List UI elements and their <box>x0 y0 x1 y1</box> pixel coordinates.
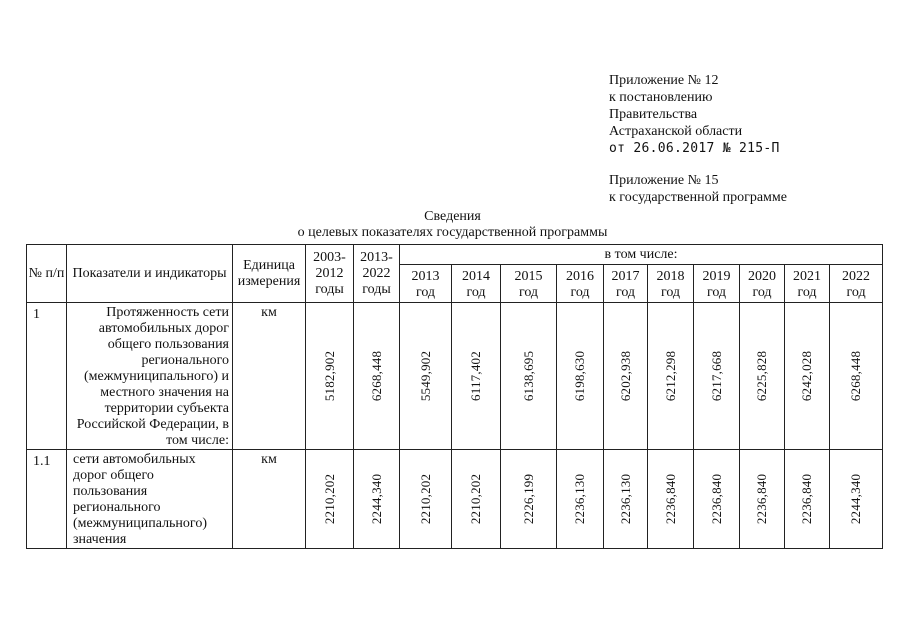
value-text: 6268,448 <box>848 350 864 402</box>
value-text: 6138,695 <box>520 350 536 402</box>
value-text: 2210,202 <box>321 473 337 525</box>
value-text: 6217,668 <box>708 350 724 402</box>
header-unit: Единица измерения <box>233 245 306 303</box>
header-year-2018 <box>648 265 694 303</box>
value-cell <box>604 303 648 450</box>
document-subtitle: о целевых показателях государственной программы <box>297 225 608 240</box>
header-year-2020 <box>740 265 785 303</box>
value-cell <box>306 303 354 450</box>
value-cell <box>785 303 830 450</box>
value-cell <box>604 450 648 549</box>
header-year-2014 <box>452 265 501 303</box>
value-text: 6202,938 <box>617 350 633 402</box>
value-text: 6198,630 <box>572 350 587 402</box>
header-year-unit: год <box>846 285 866 300</box>
header-year-label: 2013 <box>411 269 440 284</box>
annex-line: Приложение № 15 <box>609 173 719 188</box>
value-text: 2210,202 <box>468 473 483 525</box>
annex-line: к постановлению <box>609 90 713 105</box>
header-year-2015 <box>501 265 557 303</box>
header-year-unit: год <box>615 285 636 300</box>
value-cell <box>830 450 883 549</box>
header-year-unit: год <box>518 285 539 300</box>
header-year-label: 2016 <box>566 269 594 284</box>
header-year-2016 <box>557 265 604 303</box>
value-cell <box>400 303 452 450</box>
header-year-2017 <box>604 265 648 303</box>
value-text: 6268,448 <box>368 350 384 402</box>
value-cell <box>785 450 830 549</box>
value-cell <box>830 303 883 450</box>
row-indicator: Протяженность сети автомобильных дорог общего пользования регионального (межмуниципального) и местного значения на территории субъекта Российской Федерации, в том числе: <box>67 303 233 450</box>
header-year-unit: год <box>415 285 436 300</box>
value-cell <box>354 303 400 450</box>
row-number: 1.1 <box>27 450 67 549</box>
row-unit: км <box>233 303 306 450</box>
value-cell <box>501 303 557 450</box>
row-unit: км <box>233 450 306 549</box>
header-including: в том числе: <box>400 245 883 265</box>
value-cell <box>501 450 557 549</box>
header-year-unit: год <box>797 285 817 300</box>
value-cell <box>557 303 604 450</box>
header-year-label: 2019 <box>702 269 731 284</box>
row-indicator: сети автомобильных дорог общего пользования регионального (межмуниципального) значения <box>67 450 233 549</box>
value-text: 6225,828 <box>754 350 769 402</box>
document-title: Сведения <box>424 209 481 224</box>
header-year-label: 2014 <box>462 269 490 284</box>
header-year-unit: год <box>752 285 772 300</box>
value-text: 5549,902 <box>417 350 433 402</box>
value-text: 2236,840 <box>799 473 814 525</box>
value-cell <box>648 303 694 450</box>
row-number: 1 <box>27 303 67 450</box>
annex-block <box>609 72 787 206</box>
annex-line: Правительства <box>609 107 698 122</box>
value-text: 6212,298 <box>662 350 678 402</box>
header-year-label: 2022 <box>842 269 871 284</box>
value-text: 2236,130 <box>617 473 633 525</box>
indicators-table <box>26 244 883 549</box>
header-num: № п/п <box>27 245 67 303</box>
value-text: 2244,340 <box>368 473 384 525</box>
value-cell <box>648 450 694 549</box>
header-year-2019 <box>694 265 740 303</box>
annex-line: Астраханской области <box>609 124 743 139</box>
value-cell <box>740 303 785 450</box>
value-cell <box>400 450 452 549</box>
header-year-label: 2018 <box>656 269 685 284</box>
header-year-unit: год <box>466 285 486 300</box>
value-text: 2236,840 <box>708 473 724 525</box>
value-cell <box>740 450 785 549</box>
value-text: 2236,840 <box>754 473 769 525</box>
value-text: 2210,202 <box>417 473 433 525</box>
header-year-label: 2020 <box>748 269 776 284</box>
value-cell <box>557 450 604 549</box>
value-text: 2226,199 <box>520 473 536 525</box>
value-cell <box>354 450 400 549</box>
header-year-unit: год <box>570 285 590 300</box>
header-year-unit: год <box>706 285 727 300</box>
header-year-label: 2015 <box>514 269 543 284</box>
header-indicator: Показатели и индикаторы <box>67 245 233 303</box>
value-text: 2236,130 <box>572 473 587 525</box>
value-cell <box>694 303 740 450</box>
header-period-2003-2012: 2003-2012 годы <box>306 245 354 303</box>
header-year-2021 <box>785 265 830 303</box>
value-text: 5182,902 <box>321 350 337 402</box>
value-text: 2244,340 <box>848 473 864 525</box>
header-year-unit: год <box>660 285 681 300</box>
header-year-label: 2021 <box>793 269 821 284</box>
annex-date-line: от 26.06.2017 № 215-П <box>609 141 780 156</box>
value-text: 6242,028 <box>799 350 814 402</box>
value-cell <box>306 450 354 549</box>
header-year-label: 2017 <box>611 269 640 284</box>
value-cell <box>694 450 740 549</box>
header-period-2013-2022: 2013-2022 годы <box>354 245 400 303</box>
value-text: 6117,402 <box>468 351 483 401</box>
header-year-2013 <box>400 265 452 303</box>
value-cell <box>452 303 501 450</box>
header-year-2022 <box>830 265 883 303</box>
annex-line: к государственной программе <box>609 190 787 205</box>
value-text: 2236,840 <box>662 473 678 525</box>
value-cell <box>452 450 501 549</box>
annex-line: Приложение № 12 <box>609 73 719 88</box>
